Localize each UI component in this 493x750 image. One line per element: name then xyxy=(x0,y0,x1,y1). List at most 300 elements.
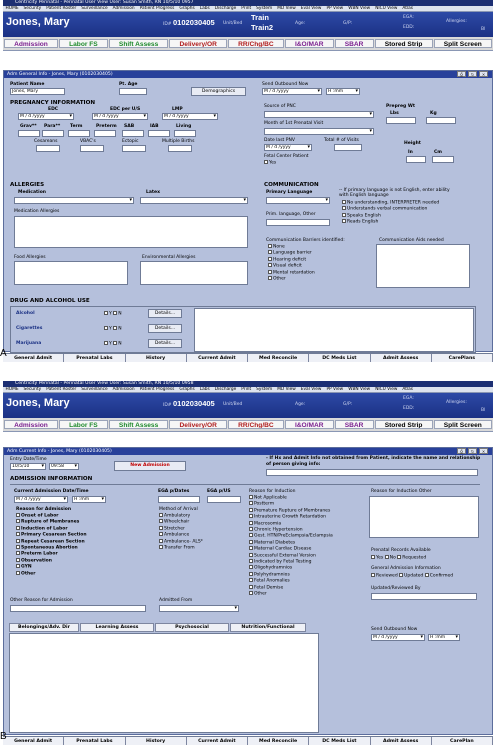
induction-reason-label: Macrosomia xyxy=(254,521,282,527)
refresh-icon[interactable]: ↻ xyxy=(468,448,477,454)
bottom-tab-prenatal-labs[interactable]: Prenatal Labs xyxy=(64,354,125,362)
drug-yes-label: Y xyxy=(109,326,112,332)
tab-delivery-or[interactable]: Delivery/OR xyxy=(169,420,227,429)
close-icon[interactable]: ✕ xyxy=(479,71,488,77)
records-yes-checkbox[interactable] xyxy=(371,555,375,559)
bl-label: Bl xyxy=(481,408,486,413)
admission-info-header: ADMISSION INFORMATION xyxy=(10,476,93,482)
bottom-tab-dc-meds-list[interactable]: DC Meds List xyxy=(309,354,370,362)
ega-pus-field[interactable] xyxy=(207,496,241,503)
close-icon[interactable]: ✕ xyxy=(479,448,488,454)
environmental-allergies-textarea[interactable] xyxy=(140,261,248,285)
induction-reason-checkbox[interactable] xyxy=(249,540,253,544)
bottom-tab-med-reconcile[interactable]: Med Reconcile xyxy=(248,354,309,362)
sub-tabs xyxy=(9,623,306,632)
language-ability-checkbox[interactable] xyxy=(342,200,346,204)
admission-reason-checkbox[interactable] xyxy=(16,513,20,517)
first-prenatal-select[interactable] xyxy=(264,128,374,135)
cesareans-field[interactable] xyxy=(36,145,60,152)
arrival-method-checkbox[interactable] xyxy=(159,545,163,549)
send-outbound-time[interactable]: H :mm ▾ xyxy=(428,634,460,641)
print-icon[interactable]: ⎙ xyxy=(457,71,466,77)
cm-label: Cm xyxy=(434,150,442,155)
menu-item-md-view[interactable]: MD View xyxy=(277,387,296,392)
latex-allergy-select[interactable] xyxy=(140,197,248,204)
menu-item-wbn-view[interactable]: WBN View xyxy=(348,6,371,11)
bottom-tab-history[interactable]: History xyxy=(126,737,187,745)
language-ability-item[interactable] xyxy=(342,219,439,225)
fetal-center-label: Fetal Center Patient xyxy=(264,154,309,159)
id-label: ID# xyxy=(163,22,172,27)
menu-item-pp-view[interactable]: PP View xyxy=(326,6,344,11)
height-in-field[interactable] xyxy=(406,156,426,163)
date-last-pnv-field[interactable]: M / d /yyyy ▾ xyxy=(264,144,312,151)
communication-barrier-label: Other xyxy=(273,276,286,282)
reviewed-checkbox[interactable] xyxy=(371,573,375,577)
cesareans-label: Cesareans xyxy=(34,139,58,144)
communication-barrier-item[interactable] xyxy=(268,276,315,282)
bottom-tab-general-admit[interactable]: General Admit xyxy=(3,737,64,745)
communication-barrier-checkbox[interactable] xyxy=(268,270,272,274)
menu-item-eval-view[interactable]: Eval View xyxy=(300,387,322,392)
adm-general-info-form xyxy=(3,70,493,352)
menu-item-home[interactable]: HOME xyxy=(5,6,19,11)
room-name: Train xyxy=(251,13,269,22)
current-adm-date[interactable]: M / d /yyyy ▾ xyxy=(14,496,68,503)
menu-item-discharge[interactable]: Discharge xyxy=(214,6,237,11)
induction-reason-label: Intrauterine Growth Retardation xyxy=(254,514,327,520)
height-cm-field[interactable] xyxy=(432,156,454,163)
allergies-label: Allergies: xyxy=(446,400,467,405)
induction-reason-checkbox[interactable] xyxy=(249,572,253,576)
induction-reason-checkbox[interactable] xyxy=(249,546,253,550)
latex-label: Latex xyxy=(146,190,161,195)
induction-reason-label: Chronic Hypertension xyxy=(254,527,303,533)
panel-a xyxy=(3,0,493,51)
sub-tab-belongings-adv-dir[interactable]: Belongings/Adv. Dir xyxy=(9,623,79,632)
menu-item-surveillance[interactable]: Surveillance xyxy=(81,387,108,392)
barriers-label: Communication Barriers identified: xyxy=(266,238,345,243)
drug-no-label: N xyxy=(118,341,122,347)
bottom-tab-admit-assess[interactable]: Admit Assess xyxy=(371,354,432,362)
induction-reason-checkbox[interactable] xyxy=(249,501,253,505)
tab-labor-fs[interactable]: Labor FS xyxy=(59,39,108,48)
food-allergies-label: Food Allergies xyxy=(14,255,46,260)
admission-reason-checkbox[interactable] xyxy=(16,539,20,543)
obstetric-field-4[interactable] xyxy=(122,130,144,137)
sub-tab-nutrition-functional[interactable]: Nutrition/Functional xyxy=(230,623,306,632)
current-adm-time[interactable]: H :mm ▾ xyxy=(72,496,106,503)
tab-i-o-mar[interactable]: I&O/MAR xyxy=(285,39,334,48)
induction-reason-label: Not Applicable xyxy=(254,495,287,501)
menu-item-security[interactable]: Security xyxy=(23,387,42,392)
tab-admission[interactable]: Admission xyxy=(4,39,58,48)
tab-delivery-or[interactable]: Delivery/OR xyxy=(169,39,227,48)
arrival-method-checkbox[interactable] xyxy=(159,526,163,530)
aids-textarea[interactable] xyxy=(376,244,470,288)
sub-tab-learning-assess[interactable]: Learning Assess xyxy=(80,623,154,632)
bottom-tab-general-admit[interactable]: General Admit xyxy=(3,354,64,362)
arrival-method-checkbox[interactable] xyxy=(159,532,163,536)
panel-b xyxy=(3,381,493,432)
communication-barrier-checkbox[interactable] xyxy=(268,257,272,261)
menu-item-atlas[interactable]: Atlas xyxy=(402,387,414,392)
arrival-method-label: Ambulance xyxy=(164,532,190,538)
menu-item-nicu-view[interactable]: NICU View xyxy=(375,387,398,392)
admission-reason-checkbox[interactable] xyxy=(16,551,20,555)
menu-item-system[interactable]: System xyxy=(256,6,273,11)
demographics-button[interactable]: Demographics xyxy=(191,87,246,96)
admission-reason-label: Induction of Labor xyxy=(21,526,68,532)
edc-label: EDC xyxy=(48,107,59,112)
sub-tab-psychosocial[interactable]: Psychosocial xyxy=(155,623,229,632)
tab-i-o-mar[interactable]: I&O/MAR xyxy=(285,420,334,429)
induction-other-label: Reason for Induction Other xyxy=(371,489,432,494)
patient-header xyxy=(3,12,493,37)
tab-stored-strip[interactable]: Stored Strip xyxy=(375,420,433,429)
drug-label-alcohol: Alcohol xyxy=(16,311,35,316)
drug-details-button[interactable]: Details... xyxy=(148,339,182,348)
medication-allergy-select[interactable] xyxy=(14,197,134,204)
kg-field[interactable] xyxy=(426,117,456,124)
gp-label: G/P: xyxy=(343,402,353,407)
induction-reason-label: Maternal Cardiac Disease xyxy=(254,546,312,552)
menu-item-nicu-view[interactable]: NICU View xyxy=(375,6,398,11)
menu-item-discharge[interactable]: Discharge xyxy=(214,387,237,392)
induction-reason-label: Postterm xyxy=(254,501,275,507)
medication-allergies-label: Medication Allergies xyxy=(14,209,60,214)
admission-reason-checkbox[interactable] xyxy=(16,532,20,536)
pt-age-label: Pt. Age xyxy=(119,82,138,87)
arrival-method-checkbox[interactable] xyxy=(159,513,163,517)
admitted-from-label: Admitted From xyxy=(159,598,193,603)
bottom-tab-dc-meds-list[interactable]: DC Meds List xyxy=(309,737,370,745)
multiple-births-field[interactable] xyxy=(168,145,192,152)
patient-name: Jones, Mary xyxy=(6,397,70,409)
print-icon[interactable]: ⎙ xyxy=(457,448,466,454)
records-requested-checkbox[interactable] xyxy=(397,555,401,559)
induction-reason-label: Polyhydramnios xyxy=(254,572,290,578)
pt-age-field[interactable] xyxy=(119,88,147,95)
obstetric-field-0[interactable] xyxy=(18,130,40,137)
primary-language-label: Primary Language xyxy=(266,190,313,195)
window-title: Centricity Perinatal - Perinatal User View User: Susan Smith, RN 10/5/10 0957 xyxy=(3,0,493,6)
admission-reason-label: Primary Cesarean Section xyxy=(21,532,87,538)
menu-item-patient-roster[interactable]: Patient Roster xyxy=(46,6,77,11)
refresh-icon[interactable]: ↻ xyxy=(468,71,477,77)
drug-label-cigarettes: Cigarettes xyxy=(16,326,43,331)
confirmed-label: Confirmed xyxy=(429,573,454,579)
menu-item-graphs[interactable]: Graphs xyxy=(179,387,195,392)
tab-sbar[interactable]: SBAR xyxy=(335,420,374,429)
menu-item-security[interactable]: Security xyxy=(23,6,42,11)
menu-item-atlas[interactable]: Atlas xyxy=(402,6,414,11)
communication-barrier-checkbox[interactable] xyxy=(268,250,272,254)
admission-reason-item[interactable] xyxy=(16,532,87,538)
drug-details-button[interactable]: Details... xyxy=(148,324,182,333)
communication-barrier-checkbox[interactable] xyxy=(268,276,272,280)
vbac-field[interactable] xyxy=(80,145,104,152)
gp-label: G/P: xyxy=(343,21,353,26)
menu-item-system[interactable]: System xyxy=(256,387,273,392)
medication-allergies-textarea[interactable] xyxy=(14,216,248,248)
updated-by-field[interactable] xyxy=(371,593,477,600)
bottom-tab-careplan[interactable]: CarePlan xyxy=(432,737,493,745)
language-ability-label: Speaks English xyxy=(347,213,381,219)
arrival-method-label: Transfer From xyxy=(164,545,195,551)
communication-barrier-item[interactable] xyxy=(268,250,315,256)
lbs-field[interactable] xyxy=(386,117,416,124)
admission-reason-checkbox[interactable] xyxy=(16,526,20,530)
arrival-method-label: Ambulatory xyxy=(164,513,191,519)
bl-label: Bl xyxy=(481,27,486,32)
entry-time-field[interactable]: 09:58 ▾ xyxy=(49,463,79,470)
tab-shift-assess[interactable]: Shift Assess xyxy=(109,39,169,48)
panel-letter-a: A xyxy=(0,348,7,359)
language-ability-checkbox[interactable] xyxy=(342,206,346,210)
bottom-tabs xyxy=(3,353,493,362)
communication-barrier-checkbox[interactable] xyxy=(268,244,272,248)
menu-item-home[interactable]: HOME xyxy=(5,387,19,392)
tab-split-screen[interactable]: Split Screen xyxy=(434,420,492,429)
drug-alcohol-header: DRUG AND ALCOHOL USE xyxy=(10,298,90,304)
info-giver-field[interactable] xyxy=(266,469,478,476)
admission-reason-checkbox[interactable] xyxy=(16,564,20,568)
induction-other-textarea[interactable] xyxy=(369,496,479,538)
drug-notes-area[interactable] xyxy=(194,308,474,352)
induction-reason-checkbox[interactable] xyxy=(249,514,253,518)
admission-reason-item[interactable] xyxy=(16,571,87,577)
bottom-tab-current-admit[interactable]: Current Admit xyxy=(187,737,248,745)
induction-reason-checkbox[interactable] xyxy=(249,495,253,499)
drug-no-radio[interactable] xyxy=(113,341,117,345)
menu-item-admission[interactable]: Admission xyxy=(112,6,135,11)
induction-reason-checkbox[interactable] xyxy=(249,591,253,595)
send-outbound-time[interactable]: H :mm ▾ xyxy=(326,88,360,95)
confirmed-checkbox[interactable] xyxy=(425,573,429,577)
drug-label-marijuana: Marijuana xyxy=(16,341,42,346)
bottom-tab-current-admit[interactable]: Current Admit xyxy=(187,354,248,362)
prenatal-records-label: Prenatal Records Available xyxy=(371,548,431,553)
prim-language-other-field[interactable] xyxy=(266,219,330,226)
method-arrival-label: Method of Arrival xyxy=(159,507,198,512)
updated-by-label: Updated/Reviewed By xyxy=(371,586,421,591)
tab-sbar[interactable]: SBAR xyxy=(335,39,374,48)
menu-item-graphs[interactable]: Graphs xyxy=(179,6,195,11)
adm-current-info-form xyxy=(3,447,493,735)
induction-reason-checkbox[interactable] xyxy=(249,508,253,512)
admission-reason-checkbox[interactable] xyxy=(16,558,20,562)
bottom-tab-admit-assess[interactable]: Admit Assess xyxy=(371,737,432,745)
yes-label: Yes xyxy=(269,160,277,166)
tab-rr-chg-bc[interactable]: RR/Chg/BC xyxy=(228,39,284,48)
fetal-center-checkbox[interactable] xyxy=(264,160,268,164)
send-outbound-date[interactable]: M / d /yyyy ▾ xyxy=(262,88,322,95)
communication-barrier-checkbox[interactable] xyxy=(268,263,272,267)
obstetric-field-6[interactable] xyxy=(174,130,196,137)
tab-admission[interactable]: Admission xyxy=(4,420,58,429)
communication-barrier-label: None xyxy=(273,244,285,250)
drug-yes-radio[interactable] xyxy=(104,326,108,330)
admission-reason-item[interactable] xyxy=(16,519,87,525)
obstetric-label-2: Term xyxy=(70,124,83,129)
menu-item-labs[interactable]: Labs xyxy=(199,6,210,11)
multiple-births-label: Multiple Births xyxy=(162,139,195,144)
admitted-from-select[interactable] xyxy=(159,605,239,612)
menu-item-eval-view[interactable]: Eval View xyxy=(300,6,322,11)
ega-label: EGA: xyxy=(403,396,414,401)
arrival-method-item[interactable] xyxy=(159,545,203,551)
communication-header: COMMUNICATION xyxy=(264,182,319,188)
patient-name: Jones, Mary xyxy=(6,16,70,28)
obstetric-field-3[interactable] xyxy=(94,130,116,137)
medication-label: Medication xyxy=(18,190,46,195)
induction-reason-label: Fetal Anomalies xyxy=(254,578,290,584)
arrival-method-label: Ambulance- ALS* xyxy=(164,539,204,545)
bottom-tab-history[interactable]: History xyxy=(126,354,187,362)
communication-barrier-label: Hearing deficit xyxy=(273,257,307,263)
admission-reason-checkbox[interactable] xyxy=(16,519,20,523)
induction-reason-label: Fetal Demise xyxy=(254,585,284,591)
ega-pdates-field[interactable] xyxy=(158,496,200,503)
tab-rr-chg-bc[interactable]: RR/Chg/BC xyxy=(228,420,284,429)
primary-language-select[interactable] xyxy=(266,197,330,204)
source-pnc-select[interactable] xyxy=(264,111,374,118)
menu-item-labs[interactable]: Labs xyxy=(199,387,210,392)
ectopic-field[interactable] xyxy=(122,145,146,152)
obstetric-label-4: SAB xyxy=(124,124,135,129)
age-label: Age: xyxy=(295,21,306,26)
edc-date-field[interactable]: M / d /yyyy ▾ xyxy=(18,113,74,120)
induction-reason-checkbox[interactable] xyxy=(249,565,253,569)
bottom-tab-med-reconcile[interactable]: Med Reconcile xyxy=(248,737,309,745)
obstetric-field-1[interactable] xyxy=(42,130,64,137)
menu-item-patient-progress[interactable]: Patient Progress xyxy=(139,387,175,392)
other-reason-field[interactable] xyxy=(10,605,146,612)
bottom-tabs xyxy=(3,736,493,745)
environmental-allergies-label: Environmental Allergies xyxy=(142,255,196,260)
language-note: -- If primary language is not English, enter ability with English language xyxy=(339,188,450,198)
entry-datetime-label: Entry Date/Time xyxy=(10,457,47,462)
edd-label: EDD: xyxy=(403,25,415,30)
bottom-tab-prenatal-labs[interactable]: Prenatal Labs xyxy=(64,737,125,745)
first-prenatal-label: Month of 1st Prenatal Visit xyxy=(264,121,324,126)
menu-item-surveillance[interactable]: Surveillance xyxy=(81,6,108,11)
food-allergies-textarea[interactable] xyxy=(14,261,128,285)
obstetric-field-5[interactable] xyxy=(148,130,170,137)
updated-checkbox[interactable] xyxy=(399,573,403,577)
language-ability-label: Understands verbal communication xyxy=(347,206,428,212)
communication-barrier-label: Language barrier xyxy=(273,250,312,256)
induction-reason-checkbox[interactable] xyxy=(249,585,253,589)
language-ability-checkbox[interactable] xyxy=(342,213,346,217)
total-visits-field[interactable] xyxy=(334,144,362,151)
menu-item-print[interactable]: Print xyxy=(241,387,252,392)
admission-reason-checkbox[interactable] xyxy=(16,571,20,575)
reviewed-label: Reviewed xyxy=(376,573,398,579)
admission-reason-checkbox[interactable] xyxy=(16,545,20,549)
drug-details-button[interactable]: Details... xyxy=(148,309,182,318)
tab-stored-strip[interactable]: Stored Strip xyxy=(375,39,433,48)
menu-item-wbn-view[interactable]: WBN View xyxy=(348,387,371,392)
induction-reason-checkbox[interactable] xyxy=(249,521,253,525)
drug-no-radio[interactable] xyxy=(113,326,117,330)
drug-yes-radio[interactable] xyxy=(104,311,108,315)
prepreg-wt-label: Prepreg Wt xyxy=(386,104,415,109)
menu-item-patient-progress[interactable]: Patient Progress xyxy=(139,6,175,11)
tab-labor-fs[interactable]: Labor FS xyxy=(59,420,108,429)
arrival-method-label: Wheelchair xyxy=(164,519,190,525)
send-outbound-label: Send Outbound Now xyxy=(262,82,309,87)
form-title: Adm General Info - Jones, Mary (0102030405) xyxy=(7,72,113,77)
edc-us-date-field[interactable]: M / d /yyyy ▾ xyxy=(92,113,148,120)
ega-pus-label: EGA p/US xyxy=(207,489,231,494)
aids-label: Communication Aids needed xyxy=(379,238,444,243)
language-ability-item[interactable] xyxy=(342,206,439,212)
induction-reason-checkbox[interactable] xyxy=(249,533,253,537)
send-outbound-date[interactable]: M / d /yyyy ▾ xyxy=(371,634,425,641)
induction-reason-label: Gest. HTN/PreEclampsia/Eclampsia xyxy=(254,533,333,539)
menu-item-print[interactable]: Print xyxy=(241,6,252,11)
new-admission-button[interactable]: New Admission xyxy=(114,461,186,471)
admission-reason-label: Spontaneous Abortion xyxy=(21,545,78,551)
unit-label: Unit/Bed xyxy=(223,402,243,407)
menu-item-pp-view[interactable]: PP View xyxy=(326,387,344,392)
induction-reason-item[interactable] xyxy=(249,514,333,520)
induction-reason-checkbox[interactable] xyxy=(249,578,253,582)
language-ability-checkbox[interactable] xyxy=(342,219,346,223)
gen-adm-info-label: General Admission Information xyxy=(371,566,441,571)
drug-yes-label: Y xyxy=(109,341,112,347)
induction-reason-checkbox[interactable] xyxy=(249,553,253,557)
obstetric-field-2[interactable] xyxy=(68,130,90,137)
arrival-method-label: Stretcher xyxy=(164,526,185,532)
arrival-method-checkbox[interactable] xyxy=(159,519,163,523)
sub-tab-content xyxy=(9,633,319,733)
induction-reason-checkbox[interactable] xyxy=(249,527,253,531)
tab-split-screen[interactable]: Split Screen xyxy=(434,39,492,48)
tab-shift-assess[interactable]: Shift Assess xyxy=(109,420,169,429)
arrival-method-checkbox[interactable] xyxy=(159,539,163,543)
kg-label: Kg xyxy=(430,111,437,116)
induction-reason-item[interactable] xyxy=(249,533,333,539)
admission-reason-label: Observation xyxy=(21,558,52,564)
language-ability-label: No understanding, INTERPRETER needed xyxy=(347,200,440,206)
induction-reason-checkbox[interactable] xyxy=(249,559,253,563)
entry-date-field[interactable]: 10/5/10 ▾ xyxy=(10,463,46,470)
total-visits-label: Total # of Visits xyxy=(324,138,359,143)
menu-item-md-view[interactable]: MD View xyxy=(277,6,296,11)
allergies-header: ALLERGIES xyxy=(10,182,45,188)
ectopic-label: Ectopic xyxy=(122,139,139,144)
bottom-tab-careplans[interactable]: CarePlans xyxy=(432,354,493,362)
drug-no-radio[interactable] xyxy=(113,311,117,315)
drug-yes-radio[interactable] xyxy=(104,341,108,345)
records-no-label: No xyxy=(389,555,396,561)
reason-induction-label: Reason for Induction xyxy=(249,489,296,494)
menu-item-patient-roster[interactable]: Patient Roster xyxy=(46,387,77,392)
source-pnc-label: Source of PNC xyxy=(264,104,296,109)
induction-reason-item[interactable] xyxy=(249,591,333,597)
reason-admission-label: Reason for Admission xyxy=(16,507,72,512)
lmp-date-field[interactable]: M / d /yyyy ▾ xyxy=(162,113,218,120)
records-no-checkbox[interactable] xyxy=(385,555,389,559)
menu-item-admission[interactable]: Admission xyxy=(112,387,135,392)
patient-name-field[interactable]: Jones, Mary xyxy=(10,88,65,95)
obstetric-label-3: Preterm xyxy=(96,124,117,129)
obstetric-label-6: Living xyxy=(176,124,192,129)
unit-label: Unit/Bed xyxy=(223,21,243,26)
